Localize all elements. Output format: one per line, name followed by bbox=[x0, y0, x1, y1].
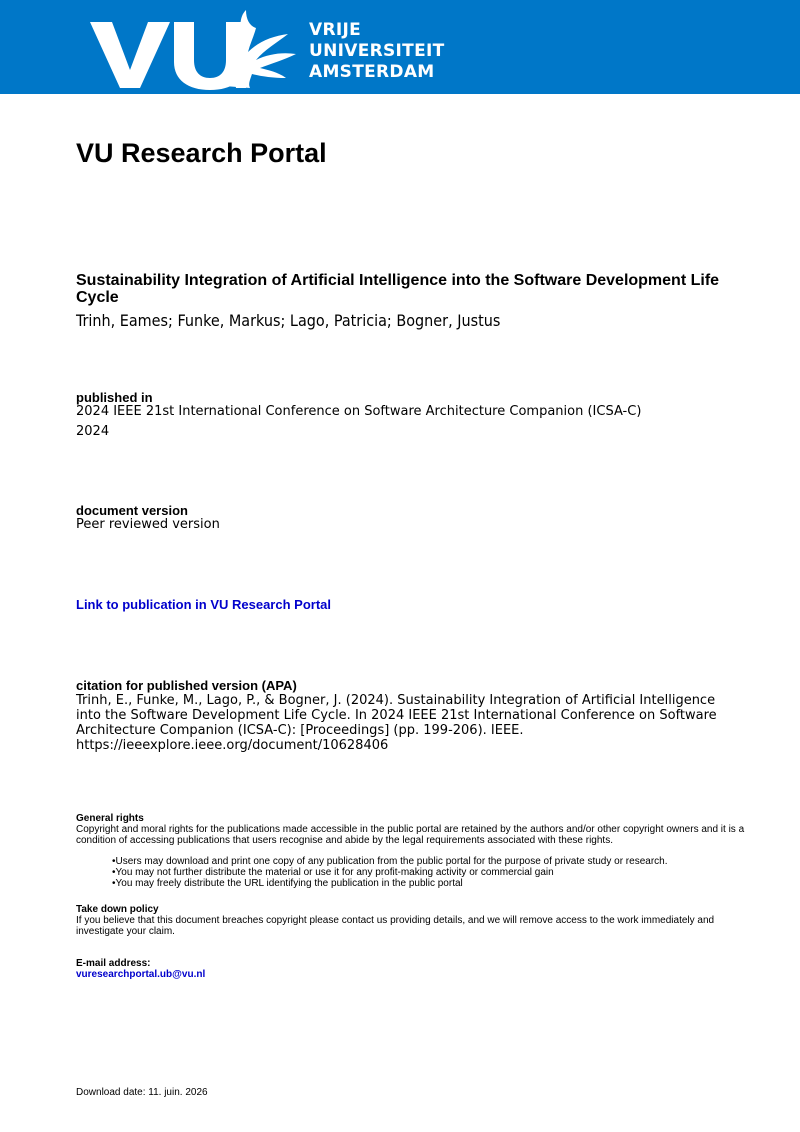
portal-publication-link[interactable]: Link to publication in VU Research Portal bbox=[76, 597, 331, 612]
rights-list-item: • You may not further distribute the material or use it for any profit-making activity or commercial gain bbox=[112, 867, 756, 878]
email-heading: E-mail address: bbox=[76, 958, 151, 969]
download-date: Download date: 11. juin. 2026 bbox=[76, 1087, 208, 1098]
rights-list-item: • You may freely distribute the URL identifying the publication in the public portal bbox=[112, 878, 756, 889]
rights-list-item: • Users may download and print one copy of any publication from the public portal for the purpose of private study or research. bbox=[112, 856, 756, 867]
logo-line-3: AMSTERDAM bbox=[309, 62, 435, 82]
citation-label: citation for published version (APA) bbox=[76, 678, 297, 693]
general-rights-heading: General rights bbox=[76, 813, 144, 824]
email-section bbox=[76, 958, 205, 980]
logo-line-1: VRIJE bbox=[309, 20, 362, 40]
published-in-venue: 2024 IEEE 21st International Conference on Software Architecture Companion (ICSA-C) bbox=[76, 404, 642, 419]
citation-text: Trinh, E., Funke, M., Lago, P., & Bogner, J. (2024). Sustainability Integration of Artificial Intelligence into the Software Development Life Cycle. In 2024 IEEE 21st International Conference on Software Architecture Companion (ICSA-C): [Proceedings] (pp. 199-206). IEEE. https://ieeexplore.ieee.org/document/10628406 bbox=[76, 693, 717, 753]
vu-logo bbox=[88, 6, 308, 92]
document-version-section bbox=[76, 504, 220, 532]
publication-authors: Trinh, Eames; Funke, Markus; Lago, Patricia; Bogner, Justus bbox=[76, 311, 501, 330]
general-rights-section bbox=[76, 813, 756, 889]
takedown-heading: Take down policy bbox=[76, 904, 159, 915]
general-rights-text: Copyright and moral rights for the publications made accessible in the public portal are retained by the authors and/or other copyright owners and it is a condition of accessing publications that users recognise and abide by the legal requirements associated with these rights. bbox=[76, 824, 745, 846]
takedown-section bbox=[76, 904, 756, 937]
portal-title: VU Research Portal bbox=[76, 138, 327, 168]
header-banner bbox=[0, 0, 800, 94]
document-version-label: document version bbox=[76, 503, 188, 518]
published-in-year: 2024 bbox=[76, 424, 110, 439]
university-name bbox=[309, 20, 445, 83]
email-link[interactable]: vuresearchportal.ub@vu.nl bbox=[76, 969, 206, 980]
rights-list bbox=[112, 856, 756, 889]
citation-section bbox=[76, 678, 736, 753]
published-in-section bbox=[76, 391, 641, 439]
publication-title: Sustainability Integration of Artificial Intelligence into the Software Development Life Cycle bbox=[76, 272, 720, 306]
takedown-text: If you believe that this document breaches copyright please contact us providing details, and we will remove access to the work immediately and investigate your claim. bbox=[76, 915, 715, 937]
document-version-value: Peer reviewed version bbox=[76, 517, 220, 532]
logo-line-2: UNIVERSITEIT bbox=[309, 41, 445, 61]
published-in-label: published in bbox=[76, 390, 153, 405]
